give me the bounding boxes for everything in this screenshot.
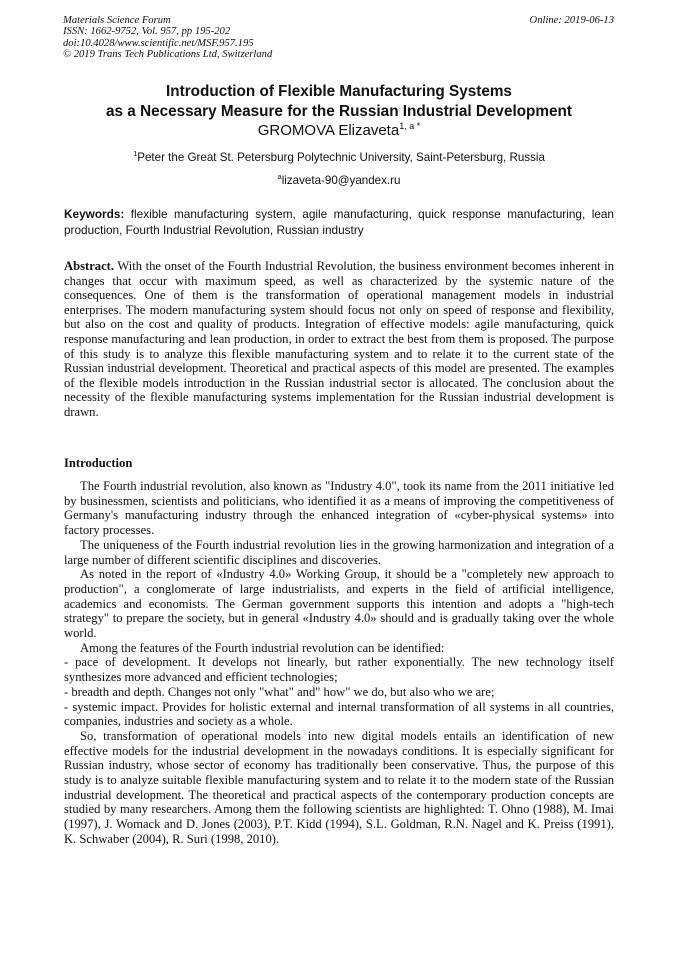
author [0, 122, 678, 139]
paragraph: Among the features of the Fourth industrial revolution can be identified: [80, 640, 445, 655]
affiliation [0, 151, 678, 164]
abstract [64, 259, 614, 420]
list-item: - systemic impact. Provides for holistic external and internal transformation of all systems in all countries, companies, industries and society as a whole. [64, 699, 614, 729]
online-date: Online: 2019-06-13 [529, 15, 614, 26]
affiliation-text: Peter the Great St. Petersburg Polytechnic University, Saint-Petersburg, Russia [137, 151, 545, 164]
affiliation-sup: 1 [133, 149, 138, 159]
keywords [64, 207, 614, 238]
list-item: - pace of development. It develops not linearly, but rather exponentially. The new technology itself synthesizes more advanced and efficient technologies; [64, 655, 614, 685]
list-item: - breadth and depth. Changes not only "what" and" how" we do, but also who we are; [64, 684, 495, 699]
author-sup: 1, a * [399, 121, 421, 131]
email-sup: a [277, 172, 282, 182]
author-name: GROMOVA Elizaveta [257, 122, 400, 139]
journal-header [63, 15, 272, 60]
email-text[interactable]: lizaveta-90@yandex.ru [281, 174, 401, 187]
keywords-label: Keywords: [64, 207, 125, 221]
abstract-label: Abstract. [64, 259, 115, 273]
abstract-text: With the onset of the Fourth Industrial Revolution, the business environment becomes inherent in changes that occur with maximum speed, as well as characterized by the systemic nature of the consequences. One of them is the transformation of operational management models in industrial enterprises. The modern manufacturing system should focus not only on speed of response and flexibility, but also on the cost and quality of products. Integration of effective models: agile manufacturing, quick response manufacturing and lean production, in order to extract the best from them is proposed. The purpose of this study is to analyze this flexible manufacturing system and to relate it to the current state of the Russian industrial development. Theoretical and practical aspects of this model are presented. The examples of the flexible models introduction in the Russian industrial sector is allocated. The conclusion about the necessity of the flexible manufacturing systems implementation for the Russian industrial development is drawn. [64, 259, 614, 419]
paragraph: As noted in the report of «Industry 4.0» Working Group, it should be a "completely new approach to production", a conglomerate of large industrialists, and experts in the field of artificial intelligence, academics and economists. The German government supports this intention and adopts a "high-tech strategy" to prepare the society, but in general «Industry 4.0» should and is gradually taking over the whole world. [64, 567, 614, 641]
email [0, 174, 678, 187]
paragraph: The uniqueness of the Fourth industrial revolution lies in the growing harmonization and integration of a large number of different scientific disciplines and discoveries. [64, 537, 614, 567]
paper-title [0, 82, 678, 122]
paragraph: So, transformation of operational models into new digital models entails an identification of new effective models for the industrial development in the nowadays conditions. It is especially significant for Russian industry, whose sector of economy has traditionally been conservative. Thus, the purpose of this study is to analyze suitable flexible manufacturing system and to relate it to the modern state of the Russian industrial development. The theoretical and practical aspects of the contemporary production concepts are studied by many researchers. Among them the following scientists are highlighted: T. Ohno (1988), M. Imai (1997), J. Womack and D. Jones (2003), P.T. Kidd (1994), S.L. Goldman, R.N. Nagel and K. Preiss (1991), K. Schwaber (2004), R. Suri (1998, 2010). [64, 728, 614, 846]
copyright: © 2019 Trans Tech Publications Ltd, Switzerland [63, 48, 273, 60]
issn: ISSN: 1662-9752, Vol. 957, pp 195-202 [63, 26, 231, 38]
body-text [64, 479, 614, 847]
title-line-2: as a Necessary Measure for the Russian Industrial Development [106, 103, 572, 120]
title-line-1: Introduction of Flexible Manufacturing Systems [166, 83, 512, 100]
keywords-text: flexible manufacturing system, agile manufacturing, quick response manufacturing, lean production, Fourth Industrial Revolution, Russian industry [64, 207, 614, 237]
journal-name: Materials Science Forum [63, 15, 171, 26]
section-heading: Introduction [64, 456, 133, 470]
paragraph: The Fourth industrial revolution, also known as "Industry 4.0", took its name from the 2011 initiative led by businessmen, scientists and politicians, who identified it as a means of improving the competitiveness of Germany's manufacturing industry through the enhanced integration of «cyber-physical systems» into factory processes. [64, 479, 614, 538]
doi: doi:10.4028/www.scientific.net/MSF.957.195 [63, 37, 254, 49]
